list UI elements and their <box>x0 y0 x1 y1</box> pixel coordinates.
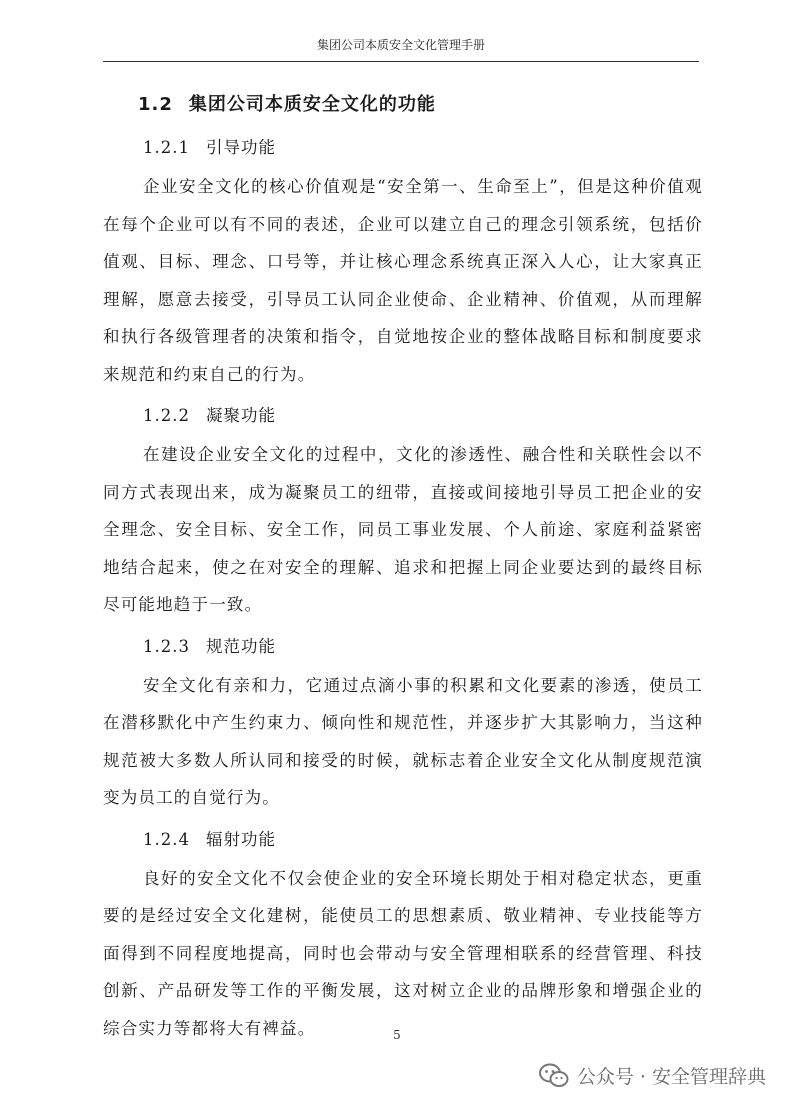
paragraph: 良好的安全文化不仅会使企业的安全环境长期处于相对稳定状态，更重要的是经过安全文化建树，能使员工的思想素质、敬业精神、专业技能等方面得到不同程度地提高，同时也会带动与安全管理相联系的经营管理、科技创新、产品研发等工作的平衡发展，这对树立企业的品牌形象和增强企业的综合实力等都将大有裨益。 <box>103 868 703 1038</box>
subsection-heading <box>103 627 703 667</box>
paragraph: 安全文化有亲和力，它通过点滴小事的积累和文化要素的渗透，使员工在潜移默化中产生约束力、倾向性和规范性，并逐步扩大其影响力，当这种规范被大多数人所认同和接受的时候，就标志着企业安全文化从制度规范演变为员工的自觉行为。 <box>103 675 703 807</box>
section-title: 集团公司本质安全文化的功能 <box>188 94 436 115</box>
subsection-number: 1.2.3 <box>143 636 190 656</box>
paragraph: 在建设企业安全文化的过程中，文化的渗透性、融合性和关联性会以不同方式表现出来，成为凝聚员工的纽带，直接或间接地引导员工把企业的安全理念、安全目标、安全工作，同员工事业发展、个人前途、家庭利益紧密地结合起来，使之在对安全的理解、追求和把握上同企业要达到的最终目标尽可能地趋于一致。 <box>103 445 703 614</box>
subsection-title: 辐射功能 <box>205 829 276 849</box>
subsection-title: 引导功能 <box>205 138 276 157</box>
subsection-regulation <box>103 627 703 817</box>
subsection-title: 凝聚功能 <box>205 406 276 425</box>
page-number: 5 <box>393 1028 401 1042</box>
subsection-radiation <box>103 820 703 1048</box>
subsection-guiding <box>103 128 703 393</box>
subsection-heading <box>103 128 703 168</box>
subsection-cohesion <box>103 396 703 624</box>
paragraph: 企业安全文化的核心价值观是“安全第一、生命至上”，但是这种价值观在每个企业可以有不同的表述，企业可以建立自己的理念引领系统，包括价值观、目标、理念、口号等，并让核心理念系统真正深入人心，让大家真正理解，愿意去接受，引导员工认同企业使命、企业精神、价值观，从而理解和执行各级管理者的决策和指令，自觉地按企业的整体战略目标和制度要求来规范和约束自己的行为。 <box>103 177 703 384</box>
subsection-heading <box>103 820 703 860</box>
subsection-heading <box>103 396 703 436</box>
wechat-icon <box>539 1063 569 1089</box>
section-heading <box>103 82 703 128</box>
subsection-number: 1.2.1 <box>143 138 190 157</box>
subsection-number: 1.2.4 <box>143 829 190 849</box>
watermark-text: 公众号 · 安全管理辞典 <box>576 1066 766 1088</box>
header-title: 集团公司本质安全文化管理手册 <box>316 38 485 52</box>
document-body <box>103 82 703 1050</box>
subsection-number: 1.2.2 <box>143 406 190 425</box>
page-header <box>103 36 699 62</box>
section-number: 1.2 <box>138 94 173 115</box>
watermark <box>539 1062 766 1089</box>
subsection-title: 规范功能 <box>205 636 276 656</box>
